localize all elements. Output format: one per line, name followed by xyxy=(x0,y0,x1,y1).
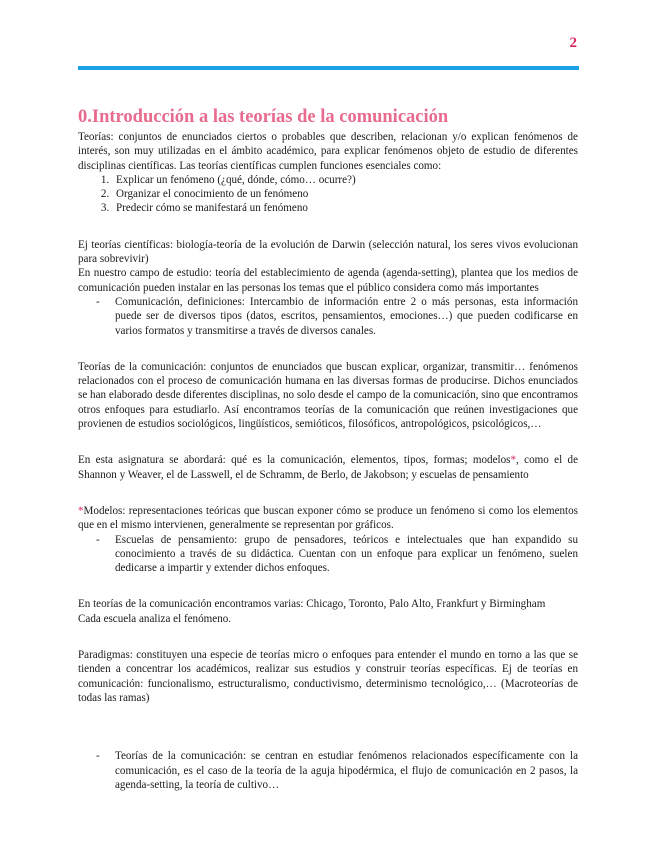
asterisk-mark: * xyxy=(510,454,517,467)
list-item xyxy=(78,533,578,576)
comm-theories-bullet-list xyxy=(78,749,578,792)
models-paragraph xyxy=(78,504,578,533)
subject-paragraph xyxy=(78,453,578,482)
dash-marker: - xyxy=(96,295,100,308)
field-example-paragraph: En nuestro campo de estudio: teoría del establecimiento de agenda (agenda-setting), plantea que los medios de comunicación pueden instalar en las personas los temas que el público considera como más importantes xyxy=(78,267,578,294)
functions-list xyxy=(78,173,578,216)
paradigms-paragraph: Paradigmas: constituyen una especie de teorías micro o enfoques para entender el mundo en torno a las que se tienden a concentrar los académicos, realizar sus estudios y construir teorías específicas. Ej de teorías en comunicación: funcionalismo, estructuralismo, conductivismo, determinismo tecnológico,… (Macroteorías de todas las ramas) xyxy=(78,649,578,704)
communication-definition: Comunicación, definiciones: Intercambio de información entre 2 o más personas, esta información puede ser de diversos tipos (datos, escritos, pensamientos, emociones…) que pueden codificarse en varios formatos y transmitirse a través de diversos canales. xyxy=(115,295,578,337)
list-item: 1. Explicar un fenómeno (¿qué, dónde, cómo… ocurre?) xyxy=(112,173,578,187)
models-text: Modelos: representaciones teóricas que buscan exponer cómo se produce un fenómeno si como los elementos que en el mismo intervienen, generalmente se representan por gráficos. xyxy=(78,504,578,532)
comm-theories-definition: Teorías de la comunicación: se centran en estudiar fenómenos relacionados específicamente con la comunicación, es el caso de la teoría de la aguja hipodérmica, el flujo de comunicación en 2 pasos, la agenda-setting, la teoría de cultivo… xyxy=(115,750,578,791)
asterisk-mark: * xyxy=(78,504,84,517)
dash-marker: - xyxy=(96,750,100,763)
header-rule xyxy=(78,66,579,70)
intro-paragraph: Teorías: conjuntos de enunciados ciertos o probables que describen, relacionan y/o explican fenómenos de interés, son muy utilizadas en el ámbito académico, para explicar fenómenos objeto de estudio de diferentes disciplinas científicas. Las teorías científicas cumplen funciones esenciales como: xyxy=(78,131,578,172)
schools-definition: Escuelas de pensamiento: grupo de pensadores, teóricos e intelectuales que han expandido su conocimiento a través de su didáctica. Cuentan con un enfoque para explicar un fenómeno, suelen dedicarse a impartir y extender dichos enfoques. xyxy=(115,533,578,575)
section-title: 0.Introducción a las teorías de la comunicación xyxy=(78,107,449,127)
communication-bullet-list xyxy=(78,295,578,338)
subject-text-after: , como el de Shannon y Weaver, el de Lasswell, el de Schramm, de Berlo, de Jakobson; y escuelas de pensamiento xyxy=(78,454,578,481)
list-item: 2. Organizar el conocimiento de un fenómeno xyxy=(112,187,578,201)
subject-text-before: En esta asignatura se abordará: qué es la comunicación, elementos, tipos, formas; modelos xyxy=(78,454,511,467)
dash-marker: - xyxy=(96,533,100,546)
list-item xyxy=(78,295,578,338)
page-content xyxy=(78,106,578,792)
science-example-paragraph: Ej teorías científicas: biología-teoría de la evolución de Darwin (selección natural, los seres vivos evolucionan para sobrevivir) xyxy=(78,238,578,266)
schools-bullet-list xyxy=(78,533,578,576)
schools-line: Cada escuela analiza el fenómeno. xyxy=(78,612,232,625)
page-number: 2 xyxy=(569,35,577,51)
list-item: 3. Predecir cómo se manifestará un fenómeno xyxy=(112,201,578,215)
schools-line: En teorías de la comunicación encontramos varias: Chicago, Toronto, Palo Alto, Frankfurt y Birmingham xyxy=(78,598,546,611)
list-item xyxy=(78,749,578,792)
communication-theories-paragraph: Teorías de la comunicación: conjuntos de enunciados que buscan explicar, organizar, transmitir… fenómenos relacionados con el proceso de comunicación humana en las diversas formas de producirse. Dichos enunciados se han elaborado desde diferentes disciplinas, no solo desde el campo de la comunicación, sino que encontramos otros enfoques para estudiarlo. Así encontramos teorías de la comunicación que reúnen investigaciones que provienen de estudios sociológicos, lingüísticos, semióticos, filosóficos, antropológicos, psicológicos,… xyxy=(78,360,578,431)
